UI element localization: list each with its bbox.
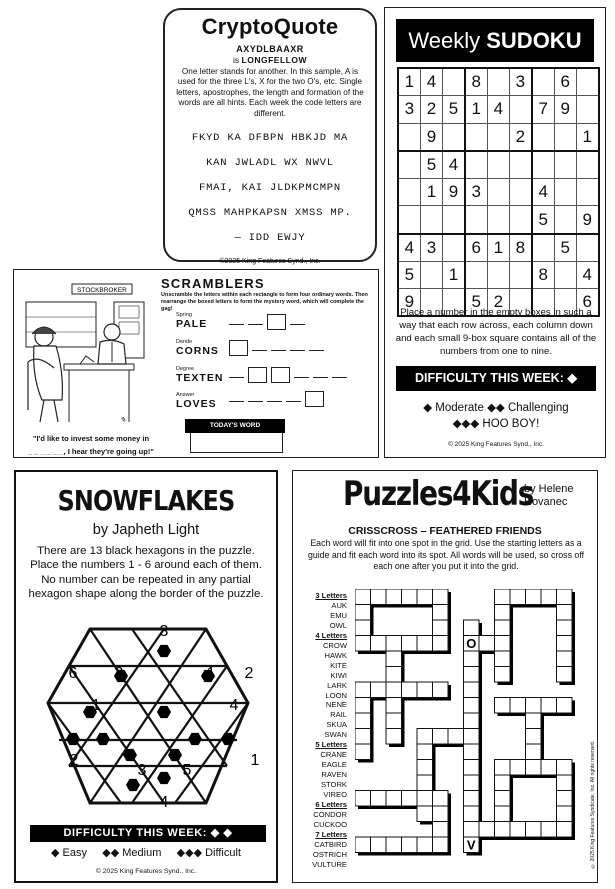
sudoku-cell[interactable] [465, 151, 487, 179]
grid-cell[interactable] [433, 729, 449, 745]
scramble-word [176, 392, 217, 410]
grid-cell[interactable] [417, 806, 433, 822]
grid-cell[interactable] [557, 589, 573, 605]
grid-cell[interactable] [417, 729, 433, 745]
grid-cell[interactable] [495, 775, 511, 791]
grid-cell[interactable] [417, 760, 433, 776]
answer-boxes[interactable] [229, 314, 305, 330]
sudoku-cell[interactable] [443, 68, 465, 96]
sudoku-cell[interactable] [509, 261, 531, 289]
scramble-hint: Deride [176, 339, 193, 345]
grid-cell[interactable] [355, 729, 371, 745]
puzzles4kids-title: Puzzles4Kids [343, 474, 534, 514]
snowflake-given-number: 3 [137, 762, 147, 779]
grid-cell[interactable] [464, 651, 480, 667]
snowflake-given-number: 4 [229, 697, 239, 714]
grid-cell[interactable] [495, 791, 511, 807]
sudoku-instructions: Place a number in the empty boxes in such a way that each row across, each column down and each small 9-box square contains all of the numbers from one to nine. [395, 307, 597, 357]
word-list-item: LOON [325, 690, 347, 700]
grid-cell[interactable] [495, 651, 511, 667]
grid-cell[interactable] [433, 837, 449, 853]
sudoku-cell[interactable] [420, 261, 442, 289]
sudoku-cell: 5 [465, 289, 487, 317]
grid-cell[interactable] [386, 589, 402, 605]
sudoku-cell: 3 [509, 68, 531, 96]
word-list-item: RAIL [330, 710, 347, 720]
sudoku-cell[interactable] [554, 261, 576, 289]
cryptoquote-line: FKYD KA DFBPN HBKJD MA [191, 132, 349, 145]
grid-cell[interactable] [417, 682, 433, 698]
word-list-item: SWAN [324, 730, 347, 740]
word-list-item: NENE [325, 700, 347, 710]
grid-cell[interactable] [495, 667, 511, 683]
byline-line: Hovanec [524, 496, 568, 508]
grid-cell[interactable] [526, 822, 542, 838]
grid-cell[interactable] [526, 698, 542, 714]
sudoku-cell: 6 [465, 234, 487, 262]
sudoku-cell: 1 [420, 178, 442, 206]
word-list-item: KIWI [330, 670, 347, 680]
cryptoquote-line: QMSS MAHPKAPSN XMSS MP. [188, 207, 352, 220]
grid-cell[interactable] [464, 682, 480, 698]
sudoku-cell: 7 [532, 96, 554, 124]
puzzles4kids-subtitle: CRISSCROSS – FEATHERED FRIENDS [348, 525, 542, 537]
sudoku-cell[interactable] [398, 151, 420, 179]
word-list-item: RAVEN [321, 770, 347, 780]
sudoku-panel [384, 7, 606, 458]
sudoku-cell[interactable] [509, 178, 531, 206]
scramblers-instructions: Unscramble the letters within each rectangle to form four ordinary words. Then rearrange the boxed letters to form the mystery word, which will complete the gag! [161, 292, 368, 312]
word-list-item: SKUA [326, 720, 347, 730]
sudoku-cell: 5 [443, 96, 465, 124]
grid-cell[interactable] [355, 636, 371, 652]
sudoku-cell: 5 [398, 261, 420, 289]
snowflakes-byline: by Japheth Light [92, 522, 200, 538]
answer-boxes[interactable] [229, 367, 347, 383]
sudoku-cell[interactable] [487, 68, 509, 96]
sudoku-cell: 2 [487, 289, 509, 317]
sudoku-cell[interactable] [443, 206, 465, 234]
caption-line: _ _ _ _ _ _, I hear they're going up!" [28, 447, 154, 456]
black-hexagon [188, 733, 202, 745]
stockbroker-cartoon-image [24, 282, 152, 430]
sudoku-cell: 4 [576, 261, 598, 289]
given-letter: O [466, 636, 477, 651]
word-list-header: 6 Letters [315, 800, 347, 810]
word-list-item: EMU [330, 610, 347, 620]
sudoku-cell: 3 [465, 178, 487, 206]
grid-cell[interactable] [464, 620, 480, 636]
snowflake-given-number: 5 [182, 762, 192, 779]
grid-cell[interactable] [495, 806, 511, 822]
sudoku-cell: 9 [420, 123, 442, 151]
grid-cell[interactable] [557, 806, 573, 822]
word-list-item: AUK [331, 600, 347, 610]
grid-cell[interactable] [433, 682, 449, 698]
sudoku-cell: 1 [398, 68, 420, 96]
sudoku-cell[interactable] [487, 123, 509, 151]
word-list-item: CATBIRD [314, 839, 347, 849]
grid-cell[interactable] [355, 744, 371, 760]
grid-cell[interactable] [464, 667, 480, 683]
crisscross-grid [355, 589, 581, 869]
grid-cell[interactable] [464, 760, 480, 776]
sudoku-cell[interactable] [487, 151, 509, 179]
grid-cell[interactable] [355, 791, 371, 807]
grid-cell[interactable] [464, 822, 480, 838]
grid-cell[interactable] [433, 589, 449, 605]
grid-cell[interactable] [417, 775, 433, 791]
sudoku-cell[interactable] [509, 151, 531, 179]
sudoku-cell: 9 [443, 178, 465, 206]
grid-cell[interactable] [495, 636, 511, 652]
snowflakes-levels [16, 846, 276, 859]
grid-cell[interactable] [402, 791, 418, 807]
grid-cell[interactable] [355, 713, 371, 729]
snowflake-given-number: 6 [68, 665, 78, 682]
grid-cell[interactable] [386, 837, 402, 853]
snowflakes-copyright: © 2025 King Features Synd., Inc. [95, 868, 197, 875]
grid-cell[interactable] [371, 791, 387, 807]
grid-cell[interactable] [557, 651, 573, 667]
scramblers-caption [20, 432, 162, 458]
scrambled-letters: PALE [176, 318, 208, 330]
snowflakes-title: SNOWFLAKES [57, 484, 235, 517]
sudoku-cell: 9 [398, 289, 420, 317]
grid-cell[interactable] [402, 837, 418, 853]
snowflakes-instructions: There are 13 black hexagons in the puzzle. Place the numbers 1 - 6 around each of them. No number can be repeated in any partial hexagon shape along the border of the puzzle. [28, 545, 264, 600]
grid-cell[interactable] [557, 636, 573, 652]
caption-line: "I'd like to invest some money in [32, 434, 150, 443]
word-list-header: 3 Letters [315, 591, 347, 600]
sudoku-cell[interactable] [420, 206, 442, 234]
grid-cell[interactable] [526, 589, 542, 605]
sudoku-cell[interactable] [465, 261, 487, 289]
word-list [295, 591, 347, 870]
grid-cell[interactable] [433, 806, 449, 822]
word-list-item: CUCKOO [313, 819, 347, 829]
sudoku-difficulty-bar: DIFFICULTY THIS WEEK: ◆ [396, 366, 596, 391]
scramble-word [176, 366, 223, 384]
snowflake-given-number: 1 [91, 697, 101, 714]
puzzles4kids-panel [292, 470, 598, 883]
snowflake-given-number: 4 [159, 794, 169, 811]
grid-cell[interactable] [495, 760, 511, 776]
grid-cell[interactable] [464, 698, 480, 714]
grid-cell[interactable] [464, 744, 480, 760]
grid-cell[interactable] [386, 667, 402, 683]
grid-cell[interactable] [386, 682, 402, 698]
snowflake-given-number: 2 [244, 665, 254, 682]
grid-cell[interactable] [557, 822, 573, 838]
sudoku-cell[interactable] [465, 206, 487, 234]
sudoku-cell[interactable] [576, 96, 598, 124]
sudoku-cell[interactable] [532, 234, 554, 262]
sudoku-grid [397, 67, 600, 317]
sudoku-cell: 5 [420, 151, 442, 179]
grid-cell[interactable] [386, 636, 402, 652]
word-list-item: CONDOR [313, 809, 347, 819]
cryptoquote-line: — IDD EWJY [234, 232, 306, 245]
sudoku-cell[interactable] [532, 151, 554, 179]
grid-cell[interactable] [557, 760, 573, 776]
sudoku-cell[interactable] [509, 206, 531, 234]
sudoku-cell: 2 [509, 123, 531, 151]
grid-cell[interactable] [464, 791, 480, 807]
sudoku-cell: 5 [554, 234, 576, 262]
grid-cell[interactable] [433, 605, 449, 621]
scramblers-title: SCRAMBLERS [161, 276, 265, 291]
grid-cell[interactable] [386, 791, 402, 807]
cryptoquote-sample-code: AXYDLBAAXR [236, 44, 304, 54]
grid-cell[interactable] [557, 667, 573, 683]
grid-cell[interactable] [495, 605, 511, 621]
grid-cell[interactable] [402, 589, 418, 605]
sudoku-cell: 1 [576, 123, 598, 151]
svg-text:✎: ✎ [120, 416, 126, 424]
word-list-header: 5 Letters [315, 740, 347, 750]
snowflakes-difficulty-bar: DIFFICULTY THIS WEEK: ◆ ◆ [30, 825, 266, 842]
sudoku-cell[interactable] [443, 123, 465, 151]
sudoku-cell[interactable] [554, 151, 576, 179]
sudoku-copyright: © 2025 King Features Synd., Inc. [448, 441, 544, 448]
cryptoquote-title: CryptoQuote [201, 14, 339, 39]
grid-cell[interactable] [417, 636, 433, 652]
word-list-item: OWL [329, 620, 347, 630]
grid-cell[interactable] [464, 775, 480, 791]
byline-line: by Helene [524, 483, 574, 495]
sudoku-cell: 4 [532, 178, 554, 206]
grid-cell[interactable] [557, 620, 573, 636]
word-list-item: STORK [320, 780, 347, 790]
snowflake-hex-grid [33, 615, 263, 817]
sudoku-levels-line: ◆ Moderate ◆◆ Challenging [423, 402, 569, 414]
grid-cell[interactable] [541, 760, 557, 776]
sudoku-cell[interactable] [443, 234, 465, 262]
grid-cell[interactable] [371, 682, 387, 698]
grid-cell[interactable] [417, 744, 433, 760]
grid-cell[interactable] [510, 760, 526, 776]
grid-cell[interactable] [495, 589, 511, 605]
grid-cell[interactable] [448, 729, 464, 745]
cryptoquote-panel [163, 8, 377, 266]
grid-cell[interactable] [479, 636, 495, 652]
word-list-item: LARK [327, 680, 347, 690]
sudoku-cell[interactable] [487, 261, 509, 289]
grid-cell[interactable] [386, 651, 402, 667]
grid-cell[interactable] [355, 837, 371, 853]
sudoku-cell: 6 [554, 68, 576, 96]
snowflake-given-number: 1 [206, 665, 216, 682]
snowflake-given-number: 2 [69, 752, 79, 769]
level-medium: ◆◆ Medium [102, 847, 162, 859]
grid-cell[interactable] [510, 698, 526, 714]
word-list-item: OSTRICH [312, 849, 347, 859]
grid-cell[interactable] [557, 698, 573, 714]
snowflake-given-number: 1 [250, 752, 260, 769]
sudoku-cell[interactable] [532, 123, 554, 151]
snowflakes-panel [14, 470, 278, 883]
given-letter: V [466, 837, 476, 853]
sudoku-cell: 1 [487, 234, 509, 262]
grid-cell[interactable] [510, 589, 526, 605]
scrambled-letters: CORNS [176, 345, 219, 357]
answer-boxes[interactable] [229, 340, 324, 356]
sudoku-cell: 3 [420, 234, 442, 262]
grid-cell[interactable] [464, 713, 480, 729]
word-list-header: 4 Letters [315, 630, 347, 640]
grid-cell[interactable] [371, 589, 387, 605]
grid-cell[interactable] [386, 698, 402, 714]
grid-cell[interactable] [464, 806, 480, 822]
sudoku-cell: 8 [465, 68, 487, 96]
grid-cell[interactable] [495, 698, 511, 714]
black-hexagon [157, 772, 171, 784]
scramble-word [176, 339, 219, 357]
grid-cell[interactable] [355, 605, 371, 621]
grid-cell[interactable] [355, 589, 371, 605]
grid-cell[interactable] [386, 713, 402, 729]
sudoku-cell[interactable] [509, 96, 531, 124]
scrambled-letters: TEXTEN [176, 372, 224, 384]
grid-cell[interactable] [495, 822, 511, 838]
scramble-hint: Answer [176, 392, 195, 398]
grid-cell[interactable] [433, 636, 449, 652]
cryptoquote-line: KAN JWLADL WX NWVL [206, 157, 334, 170]
grid-cell[interactable] [355, 682, 371, 698]
sudoku-cell[interactable] [398, 178, 420, 206]
sudoku-cell[interactable] [465, 123, 487, 151]
black-hexagon [157, 706, 171, 718]
sudoku-cell[interactable] [398, 123, 420, 151]
sudoku-cell[interactable] [576, 234, 598, 262]
grid-cell[interactable] [402, 682, 418, 698]
grid-cell[interactable] [526, 744, 542, 760]
sudoku-cell: 8 [532, 261, 554, 289]
sudoku-levels [393, 400, 599, 432]
grid-cell[interactable] [541, 589, 557, 605]
sudoku-cell: 9 [554, 96, 576, 124]
cartoon-sign-text: STOCKBROKER [77, 287, 127, 294]
cryptoquote-line: FMAI, KAI JLDKPMCMPN [198, 182, 342, 195]
grid-cell[interactable] [371, 837, 387, 853]
word-list-item: HAWK [324, 650, 347, 660]
grid-cell[interactable] [464, 729, 480, 745]
answer-boxes[interactable] [229, 391, 324, 407]
sudoku-cell[interactable] [576, 151, 598, 179]
sudoku-cell[interactable] [487, 178, 509, 206]
puzzles4kids-byline [524, 483, 574, 509]
grid-cell[interactable] [355, 698, 371, 714]
sudoku-levels-line: ◆◆◆ HOO BOY! [452, 418, 540, 430]
scramble-word [176, 312, 207, 330]
sudoku-cell[interactable] [554, 178, 576, 206]
grid-cell[interactable] [417, 837, 433, 853]
scramble-hint: Spring [176, 312, 192, 318]
grid-cell[interactable] [526, 713, 542, 729]
grid-cell[interactable] [495, 620, 511, 636]
word-list-item: EAGLE [321, 760, 347, 770]
scrambled-letters: LOVES [176, 398, 217, 410]
sudoku-cell: 4 [443, 151, 465, 179]
word-list-item: VIREO [323, 790, 347, 800]
grid-cell[interactable] [417, 589, 433, 605]
todays-word-label: TODAY'S WORD [185, 419, 285, 433]
black-hexagon [126, 779, 140, 791]
grid-cell[interactable] [557, 775, 573, 791]
grid-cell[interactable] [433, 620, 449, 636]
grid-cell[interactable] [557, 791, 573, 807]
sudoku-cell: 6 [576, 289, 598, 317]
grid-cell[interactable] [417, 791, 433, 807]
black-hexagon [96, 733, 110, 745]
grid-cell[interactable] [355, 620, 371, 636]
sudoku-title: Weekly SUDOKU [396, 19, 594, 62]
sudoku-cell: 3 [398, 96, 420, 124]
grid-cell[interactable] [526, 760, 542, 776]
word-list-item: CRANE [320, 750, 347, 760]
grid-cell[interactable] [541, 698, 557, 714]
sudoku-cell: 1 [465, 96, 487, 124]
grid-cell[interactable] [557, 605, 573, 621]
grid-cell[interactable] [433, 822, 449, 838]
scramble-hint: Degree [176, 366, 195, 372]
level-easy: ◆ Easy [51, 847, 87, 859]
cryptoquote-sample-answer: is LONGFELLOW [233, 55, 307, 65]
word-list-header: 7 Letters [315, 829, 347, 839]
puzzles4kids-copyright: © 2025 King Features Syndicate, Inc. All rights reserved. [590, 741, 596, 869]
sudoku-cell[interactable] [554, 123, 576, 151]
sudoku-cell[interactable] [487, 206, 509, 234]
word-list-item: KITE [330, 660, 347, 670]
cryptoquote-instructions: One letter stands for another. In this sample, A is used for the three L's, X for the two O's, etc. Single letters, apostrophes, the length and formation of the words are all hints. Each week the code letters are different. [176, 67, 364, 118]
grid-cell[interactable] [402, 636, 418, 652]
sudoku-cell[interactable] [532, 68, 554, 96]
puzzles4kids-instructions: Each word will fit into one spot in the grid. Use the starting letters as a guide and fit each word into its spot. All words will be used, so cross off each one after you put it into the grid. [307, 538, 585, 571]
grid-cell[interactable] [386, 729, 402, 745]
grid-cell[interactable] [526, 729, 542, 745]
word-list-item: CROW [322, 640, 347, 650]
sudoku-cell: 9 [576, 206, 598, 234]
sudoku-cell: 4 [398, 234, 420, 262]
sudoku-cell[interactable] [576, 178, 598, 206]
sudoku-cell: 1 [443, 261, 465, 289]
sudoku-cell[interactable] [554, 206, 576, 234]
sudoku-cell: 4 [487, 96, 509, 124]
sudoku-cell[interactable] [576, 68, 598, 96]
snowflake-given-number: 3 [159, 623, 169, 640]
scramblers-panel [13, 269, 379, 458]
sudoku-cell[interactable] [398, 206, 420, 234]
snowflake-given-number: 2 [114, 665, 124, 682]
grid-cell[interactable] [371, 636, 387, 652]
black-hexagon [157, 645, 171, 657]
word-list-item: VULTURE [312, 859, 347, 869]
level-difficult: ◆◆◆ Difficult [176, 847, 241, 859]
sudoku-cell: 8 [509, 234, 531, 262]
grid-cell[interactable] [433, 791, 449, 807]
grid-cell[interactable] [541, 822, 557, 838]
cryptoquote-copyright: ©2025 King Features Synd., Inc. [219, 258, 321, 266]
sudoku-cell: 2 [420, 96, 442, 124]
sudoku-cell: 5 [532, 206, 554, 234]
sudoku-cell: 4 [420, 68, 442, 96]
grid-cell[interactable] [510, 822, 526, 838]
black-hexagon [221, 733, 235, 745]
grid-cell[interactable] [479, 822, 495, 838]
